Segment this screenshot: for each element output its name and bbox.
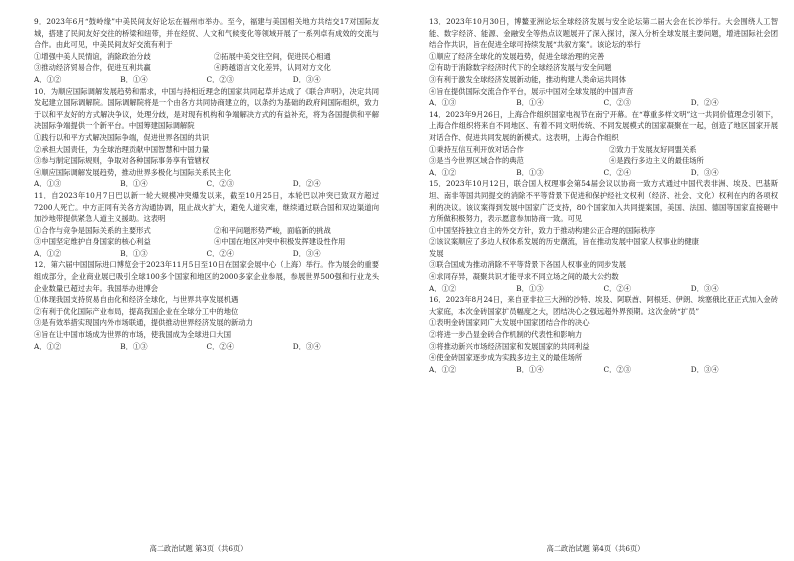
statement-option: ②将进一步凸显金砖合作机制的代表性和影响力 — [429, 330, 583, 340]
question-stem: 15．2023年10月12日，联合国人权理事会第54届会议以协商一致方式通过中国代表非洲、埃及、巴基斯坦、南非等国共同提交的消除不平等背景下促进和保护经社文权利（经济、社会、文化）权利在内的各项权利的决议。该议案得到发展中国家广泛支持，80个国家加入共同提案国，美国、法国、德国等国家直接砸中方所做积极努力，表示愿意参加协商一致。可见 — [429, 179, 778, 224]
answer-choice: D．③④ — [690, 283, 719, 293]
answer-choice: B．①④ — [120, 74, 148, 84]
question-list — [415, 16, 778, 375]
answer-choices — [415, 97, 778, 109]
statement-option: ①顺应了经济全球化的发展趋势，促进全球治理的完善 — [429, 51, 605, 61]
statement-option: ③有利于激发全球经济发展新动能，推动构建人类命运共同体 — [429, 74, 627, 84]
statement-row — [20, 236, 379, 248]
answer-choice: C．②③ — [603, 364, 631, 374]
statement-option: ④使金砖国家逐步成为实践多边主义的最佳场所 — [429, 353, 583, 363]
answer-choice: D．②④ — [690, 98, 719, 108]
statement-option: ②和平问题形势严峻，面临新的挑战 — [214, 225, 331, 235]
statement-row — [20, 62, 379, 74]
statement-option: ③是有效举措实现国内外市场联通，提供推动世界经济发展的新动力 — [34, 318, 253, 328]
statement-row — [415, 74, 778, 86]
answer-choices — [20, 74, 379, 86]
answer-choices — [20, 341, 379, 353]
statement-option: ①增强中美人民情谊，消除政治分歧 — [34, 51, 151, 61]
answer-choice: B．①③ — [120, 341, 148, 351]
statement-row — [20, 225, 379, 237]
question-item — [20, 190, 379, 260]
answer-choices — [415, 167, 778, 179]
answer-choice: D．③④ — [690, 364, 719, 374]
statement-row — [415, 271, 778, 283]
statement-row — [20, 294, 379, 306]
statement-option: ②有助于消除数字经济时代下的全球经济发展与安全问题 — [429, 63, 612, 73]
answer-choice: D．③④ — [292, 341, 321, 351]
statement-row — [415, 62, 778, 74]
question-stem: 14．2023年9月26日，上海合作组织国家电视节在南宁开幕。在“尊重多样文明”这一共同价值理念引领下，上海合作组织将来自不同地区、有着不同文明传统、不同发展模式的国家凝聚在一起，创造了地区国家开展对话合作、促进共同发展的新模式。这表明，上海合作组织 — [429, 109, 778, 142]
question-list — [20, 16, 379, 352]
answer-choice: B．①④ — [516, 364, 544, 374]
question-item — [20, 16, 379, 86]
answer-choice: A．①③ — [429, 98, 457, 108]
statement-row — [415, 341, 778, 353]
statement-option: ④旨在让中国市场成为世界的市场，使我国成为全球进口大国 — [34, 330, 232, 340]
statement-row — [20, 306, 379, 318]
statement-option: ③中国坚定维护自身国家的核心利益 — [34, 237, 151, 247]
statement-option: ①体现我国支持贸易自由化和经济全球化，与世界共享发展机遇 — [34, 295, 239, 305]
statement-row — [20, 144, 379, 156]
statement-row — [20, 51, 379, 63]
statement-row — [20, 155, 379, 167]
statement-row — [415, 144, 778, 156]
statement-option: ①表明金砖国家同广大发展中国家团结合作的决心 — [429, 318, 590, 328]
question-item — [415, 294, 778, 375]
answer-choice: C．②④ — [603, 283, 631, 293]
answer-choice: A．①② — [34, 341, 62, 351]
answer-choice: D．③④ — [292, 248, 321, 258]
statement-option: ②致力于发展友好同盟关系 — [609, 144, 697, 154]
answer-choices — [415, 364, 778, 376]
statement-option: ②拓展中美交往空间，促进民心相通 — [214, 51, 331, 61]
answer-choice: C．②④ — [603, 167, 631, 177]
statement-option: ③将推动新兴市场经济国家和发展国家的共同利益 — [429, 341, 590, 351]
answer-choice: B．①④ — [120, 179, 148, 189]
statement-row — [20, 317, 379, 329]
statement-row — [20, 329, 379, 341]
statement-option: ④求同存异，凝聚共识才能寻求不同立场之间的最大公约数 — [429, 272, 619, 282]
answer-choice: D．③④ — [690, 167, 719, 177]
statement-option: ③推动经济贸易合作，促进互利共赢 — [34, 63, 151, 73]
statement-option: ④跨越语言文化差异，认同对方文化 — [214, 63, 331, 73]
answer-choice: B．①③ — [120, 248, 148, 258]
answer-choice: D．③④ — [292, 74, 321, 84]
exam-page-4 — [397, 0, 794, 561]
answer-choice: B．①④ — [516, 98, 544, 108]
question-item — [415, 16, 778, 109]
question-item — [415, 178, 778, 294]
question-stem: 10．为顺应国际调解发展趋势和需求，中国与持相近理念的国家共同起草并达成了《联合声明》，决定共同发起建立国际调解院。国际调解院将是一个由各方共同协商建立的，以条约为基础的政府间国际组织，致力于以和平友好的方式解决争议，处理分歧，是对现有机构和争端解决方式的有益补充，将为各国提供和平解决国际争端提供一个新平台。中国筹建国际调解院 — [34, 86, 379, 131]
page-footer: 高二政治试题 第3页（共6页） — [149, 544, 248, 554]
statement-option: ③联合国成为推动消除不平等背景下各国人权事业的同步发展 — [429, 260, 627, 270]
answer-choice: B．①③ — [516, 167, 544, 177]
statement-option: ②有利于优化国际产业布局，提高我国企业在全球分工中的地位 — [34, 306, 239, 316]
answer-choice: B．①③ — [516, 283, 544, 293]
answer-choices — [20, 248, 379, 260]
statement-option: ②承担大国责任，为全球治理贡献中国智慧和中国力量 — [34, 144, 210, 154]
answer-choice: C．②④ — [206, 341, 234, 351]
answer-choice: D．②④ — [292, 179, 321, 189]
statement-row — [415, 225, 778, 237]
question-stem: 13．2023年10月30日，博鳌亚洲论坛全球经济发展与安全论坛第二届大会在长沙举行。大会围绕人工智能、数字经济、能源、金融安全等热点议题展开了深入探讨，深入分析全球发展主要问题，增进国际社会团结合作共识，旨在促进全球可持续发展“共叙方案”。该论坛的举行 — [429, 17, 778, 50]
answer-choices — [20, 178, 379, 190]
statement-row — [415, 155, 778, 167]
question-stem: 11．自2023年10月7日巴以新一轮大规模冲突爆发以来，截至10月25日，本轮巴以冲突已致双方超过7200人死亡。中方正同有关各方沟通协调，阻止战火扩大，避免人道灾难，继续通过联合国和双边渠道向加沙地带提供紧急人道主义援助。这表明 — [34, 190, 379, 224]
answer-choice: A．①② — [429, 167, 457, 177]
question-stem: 16．2023年8月24日，来自亚非拉三大洲的沙特、埃及、阿联酋、阿根廷、伊朗、埃塞俄比亚正式加入金砖大家庭，本次金砖国家扩员幅度之大，团结决心之强远超外界预期。这次金砖“扩员” — [429, 295, 778, 316]
statement-row — [415, 86, 778, 98]
statement-option: ①践行以和平方式解决国际争端，促进世界各国的共识 — [34, 132, 210, 142]
statement-option: ①合作与竞争是国际关系的主要形式 — [34, 225, 151, 235]
answer-choice: A．①② — [34, 74, 62, 84]
answer-choice: C．②③ — [206, 179, 234, 189]
statement-option: ④顺应国际调解发展趋势，推动世界多极化与国际关系民主化 — [34, 167, 232, 177]
statement-option: 发展 — [429, 248, 444, 258]
answer-choice: A．①② — [429, 364, 457, 374]
statement-option: ④旨在提供国际交流合作平台，展示中国对全球发展的中国声音 — [429, 86, 634, 96]
question-item — [20, 259, 379, 352]
question-item — [415, 109, 778, 179]
statement-row — [415, 352, 778, 364]
statement-row — [20, 132, 379, 144]
answer-choice: C．②③ — [206, 74, 234, 84]
statement-row — [415, 329, 778, 341]
statement-row — [415, 317, 778, 329]
statement-row — [415, 248, 778, 260]
question-stem: 12．第六届中国国际进口博览会于2023年11月5日至10日在国家会展中心（上海）举行。作为展会的重要组成部分，企业商业展已吸引全球100多个国家和地区的2000多家企业参展，参展世界500强和行业龙头企业数量已超过去年。我国举办进博会 — [34, 260, 379, 293]
statement-option: ④是践行多边主义的最佳场所 — [609, 156, 704, 166]
answer-choice: C．②④ — [206, 248, 234, 258]
question-stem: 9．2023年6月“鼓岭缘”中美民间友好论坛在福州市举办。至今，福建与美国相关地方共结交17对国际友城，搭建了民间友好交往的桥梁和纽带，并在经贸、人文和气候变化等领域开展了一系列卓有成效的交流与合作。由此可见，中美民间友好交流有利于 — [34, 17, 379, 50]
statement-row — [415, 236, 778, 248]
statement-option: ③参与制定国际规则，争取对各种国际事务享有管辖权 — [34, 156, 210, 166]
statement-row — [415, 259, 778, 271]
statement-option: ③是当今世界区域合作的典范 — [429, 156, 524, 166]
answer-choice: C．②③ — [603, 98, 631, 108]
statement-row — [20, 167, 379, 179]
answer-choice: A．①② — [429, 283, 457, 293]
page-footer: 高二政治试题 第4页（共6页） — [546, 544, 645, 554]
statement-row — [415, 51, 778, 63]
answer-choice: A．①② — [34, 248, 62, 258]
statement-option: ④中国在地区冲突中积极发挥建设性作用 — [214, 237, 346, 247]
statement-option: ②该议案顺应了多边人权体系发展的历史潮流，旨在推动发展中国家人权事业的健康 — [429, 237, 699, 247]
question-item — [20, 86, 379, 190]
answer-choices — [415, 283, 778, 295]
answer-choice: A．①③ — [34, 179, 62, 189]
statement-option: ①秉持互信互利开放对话合作 — [429, 144, 524, 154]
statement-option: ①中国坚持独立自主的外交方针，致力于推动构建公正合理的国际秩序 — [429, 225, 656, 235]
